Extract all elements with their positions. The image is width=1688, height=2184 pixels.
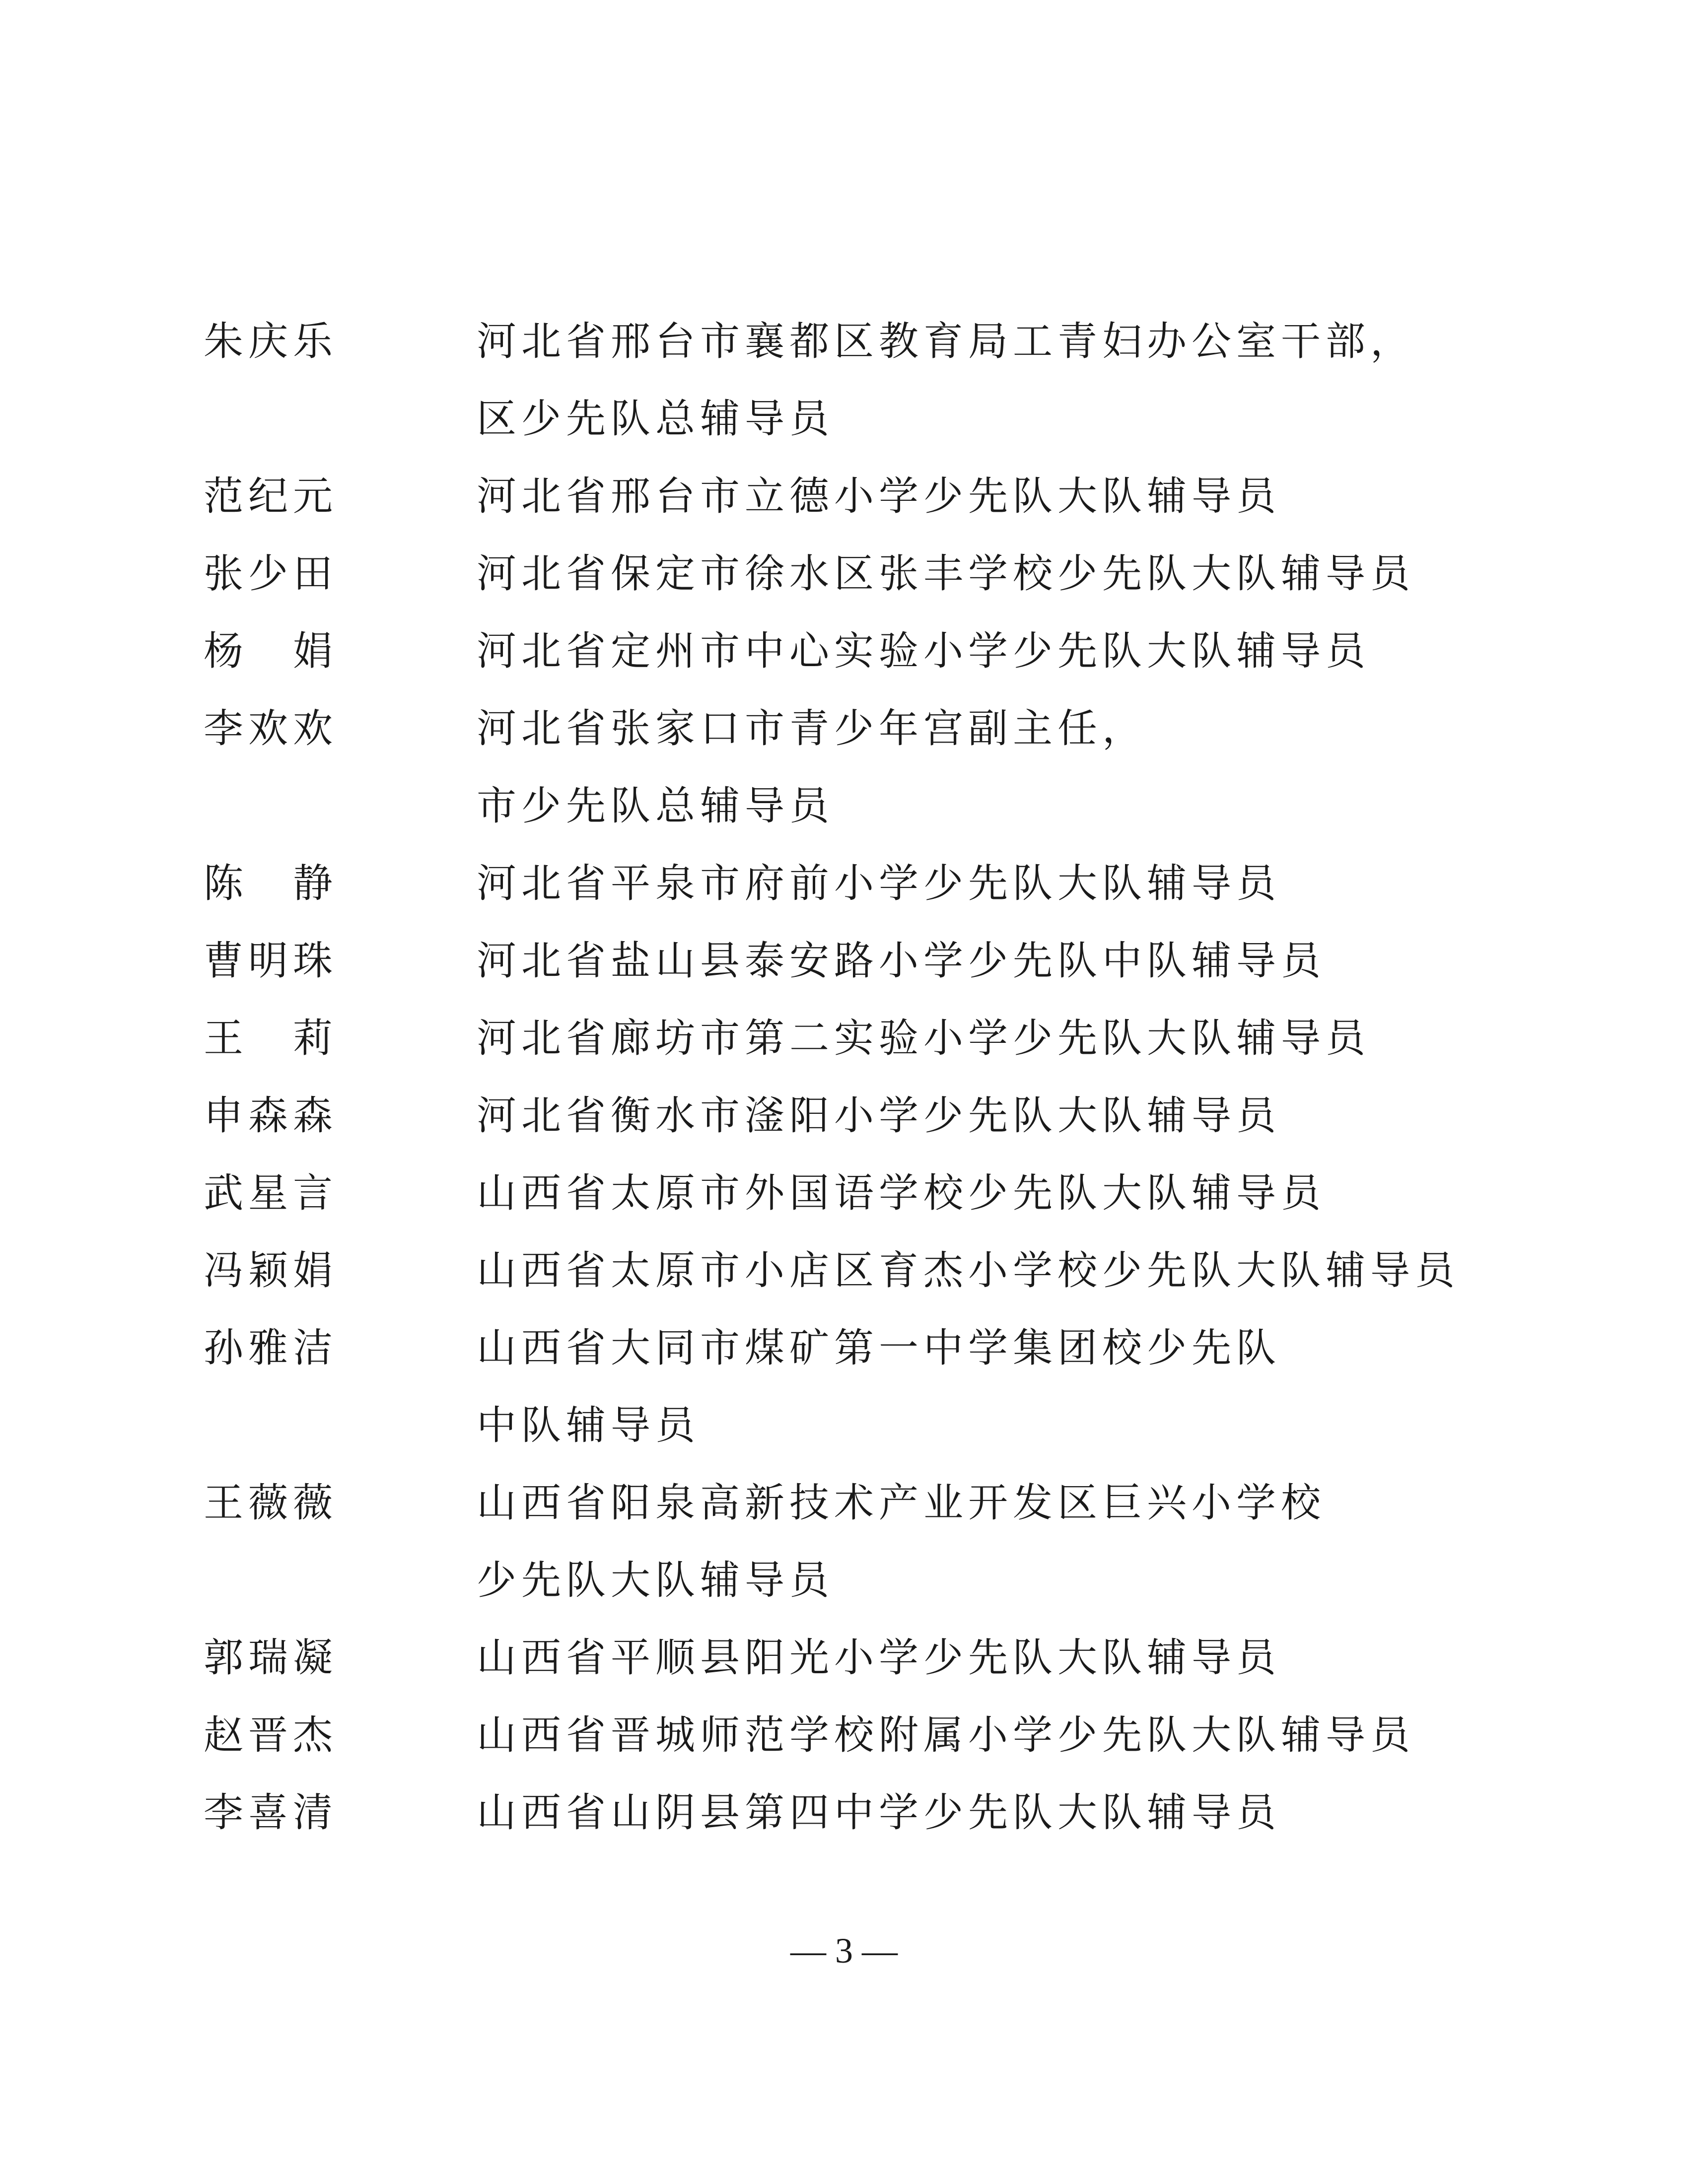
title-line: 中队辅导员 xyxy=(477,1402,700,1448)
person-name: 郭瑞凝 xyxy=(204,1635,338,1681)
person-name: 王薇薇 xyxy=(204,1480,338,1526)
list-item xyxy=(204,1697,1494,1774)
title-line: 河北省张家口市青少年宫副主任， xyxy=(477,705,1147,751)
person-title xyxy=(477,1232,1494,1309)
list-item xyxy=(204,845,1494,922)
person-name: 陈 静 xyxy=(204,860,338,906)
person-name: 孙雅洁 xyxy=(204,1325,338,1371)
person-title xyxy=(477,1697,1494,1774)
title-line: 河北省廊坊市第二实验小学少先队大队辅导员 xyxy=(477,1015,1370,1061)
title-line: 山西省平顺县阳光小学少先队大队辅导员 xyxy=(477,1635,1281,1681)
list-item xyxy=(204,1077,1494,1155)
person-name: 李欢欢 xyxy=(204,705,338,751)
title-line: 山西省太原市小店区育杰小学校少先队大队辅导员 xyxy=(477,1247,1460,1294)
person-name: 曹明珠 xyxy=(204,938,338,984)
list-item xyxy=(204,922,1494,1000)
person-name: 王 莉 xyxy=(204,1015,338,1061)
list-item xyxy=(204,1619,1494,1697)
title-line: 山西省山阴县第四中学少先队大队辅导员 xyxy=(477,1789,1281,1836)
person-name: 赵晋杰 xyxy=(204,1712,338,1758)
title-line: 河北省定州市中心实验小学少先队大队辅导员 xyxy=(477,628,1370,674)
title-line: 河北省平泉市府前小学少先队大队辅导员 xyxy=(477,860,1281,906)
person-title xyxy=(477,458,1494,535)
title-line: 山西省晋城师范学校附属小学少先队大队辅导员 xyxy=(477,1712,1415,1758)
list-item xyxy=(204,690,1494,845)
person-name: 冯颖娟 xyxy=(204,1247,338,1294)
title-line: 河北省衡水市滏阳小学少先队大队辅导员 xyxy=(477,1092,1281,1139)
list-item xyxy=(204,458,1494,535)
list-item xyxy=(204,535,1494,613)
title-line: 少先队大队辅导员 xyxy=(477,1557,834,1603)
title-line: 市少先队总辅导员 xyxy=(477,783,834,829)
title-line: 区少先队总辅导员 xyxy=(477,396,834,442)
person-name: 武星言 xyxy=(204,1170,338,1216)
honoree-list xyxy=(204,303,1494,1851)
person-title xyxy=(477,1774,1494,1851)
person-title xyxy=(477,1619,1494,1697)
title-line: 河北省保定市徐水区张丰学校少先队大队辅导员 xyxy=(477,550,1415,597)
list-item xyxy=(204,303,1494,458)
person-name: 朱庆乐 xyxy=(204,318,338,364)
person-title xyxy=(477,535,1494,613)
person-title xyxy=(477,1464,1494,1619)
title-line: 山西省大同市煤矿第一中学集团校少先队 xyxy=(477,1325,1281,1371)
person-title xyxy=(477,1155,1494,1232)
list-item xyxy=(204,1232,1494,1309)
person-name: 范纪元 xyxy=(204,473,338,519)
title-line: 山西省太原市外国语学校少先队大队辅导员 xyxy=(477,1170,1326,1216)
person-title xyxy=(477,1077,1494,1155)
person-name: 张少田 xyxy=(204,550,338,597)
list-item xyxy=(204,1464,1494,1619)
list-item xyxy=(204,1774,1494,1851)
person-title xyxy=(477,690,1494,845)
person-name: 杨 娟 xyxy=(204,628,338,674)
list-item xyxy=(204,613,1494,690)
title-line: 河北省邢台市立德小学少先队大队辅导员 xyxy=(477,473,1281,519)
person-name: 李喜清 xyxy=(204,1789,338,1836)
title-line: 河北省盐山县泰安路小学少先队中队辅导员 xyxy=(477,938,1326,984)
list-item xyxy=(204,1309,1494,1464)
page-number: — 3 — xyxy=(790,1931,898,1971)
person-title xyxy=(477,303,1494,458)
person-title xyxy=(477,845,1494,922)
title-line: 河北省邢台市襄都区教育局工青妇办公室干部， xyxy=(477,318,1415,364)
list-item xyxy=(204,1000,1494,1077)
person-title xyxy=(477,1309,1494,1464)
list-item xyxy=(204,1155,1494,1232)
person-title xyxy=(477,922,1494,1000)
person-name: 申森森 xyxy=(204,1092,338,1139)
title-line: 山西省阳泉高新技术产业开发区巨兴小学校 xyxy=(477,1480,1326,1526)
person-title xyxy=(477,613,1494,690)
person-title xyxy=(477,1000,1494,1077)
